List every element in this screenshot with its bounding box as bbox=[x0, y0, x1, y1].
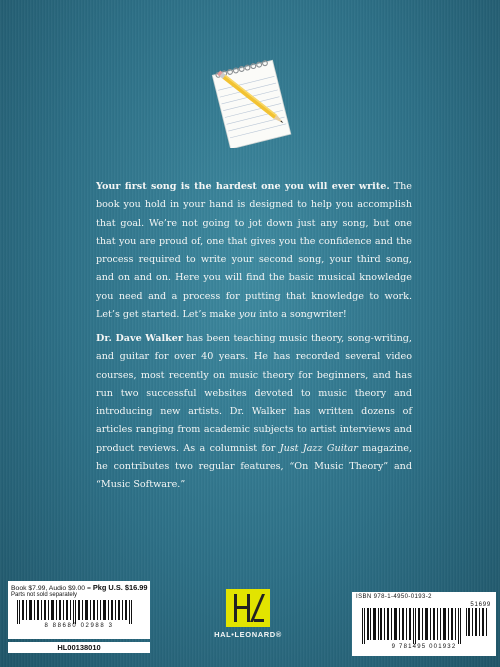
price-line bbox=[11, 583, 147, 592]
hal-leonard-logo-icon bbox=[226, 589, 270, 627]
notepad-pencil-icon bbox=[208, 56, 300, 148]
isbn-label: ISBN 978-1-4950-0193-2 bbox=[356, 594, 432, 600]
blurb-tail: into a songwriter! bbox=[256, 309, 347, 321]
blurb-lead: Your first song is the hardest one you will ever write. bbox=[96, 181, 390, 192]
description-paragraph bbox=[96, 178, 412, 324]
isbn-price-code: 51699 bbox=[470, 602, 491, 608]
upc-number: 8 88680 02988 3 bbox=[44, 623, 114, 629]
price-upc-box bbox=[8, 581, 150, 639]
blurb-emphasis: you bbox=[238, 309, 257, 321]
author-bio-paragraph bbox=[96, 330, 412, 495]
bio-part2: magazine, he contributes two regular features, “On Music Theory” and “Music Software.” bbox=[96, 442, 412, 491]
magazine-title: Just Jazz Guitar bbox=[279, 442, 358, 454]
upc-barcode bbox=[11, 600, 147, 624]
bio-part1: has been teaching music theory, song-writing, and guitar for over 40 years. He has recorded several video courses, most recently on music theory for beginners, and has run two successful websites devoted to music theory and introducing new artists. Dr. Walker has written dozens of articles ranging from academic subjects to artist interviews and product reviews. As a columnist for bbox=[96, 333, 412, 454]
parts-note: Parts not sold separately bbox=[11, 592, 78, 598]
isbn-barcode bbox=[356, 608, 492, 644]
product-code: HL00138010 bbox=[8, 642, 150, 653]
author-name: Dr. Dave Walker bbox=[96, 333, 183, 344]
isbn-box bbox=[352, 592, 496, 656]
isbn-barcode-number: 9 781495 001932 bbox=[391, 644, 457, 650]
publisher-name: HAL•LEONARD® bbox=[214, 630, 282, 639]
blurb-body: The book you hold in your hand is designed to help you accomplish that goal. We’re not going to jot down just any song, but one that you are proud of, one that gives you the confidence and the process required to write your second song, your third song, and on and on. Here you will find the basic musical knowledge you need and a process for putting that knowledge to work. Let’s get started. Let’s make bbox=[96, 181, 412, 321]
package-price: Pkg U.S. $16.99 bbox=[92, 583, 148, 592]
price-breakdown: Book $7.99, Audio $9.00 = bbox=[11, 585, 93, 592]
